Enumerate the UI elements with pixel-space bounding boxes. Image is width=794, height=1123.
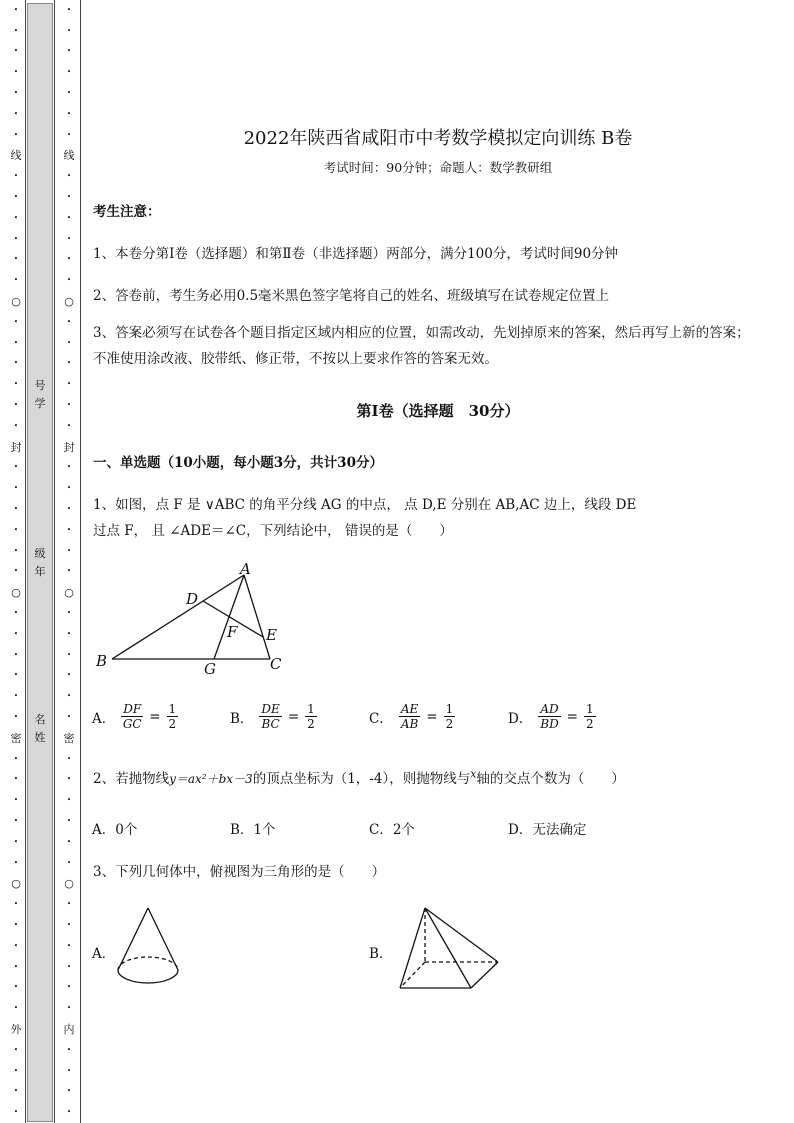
margin-mark: 线: [10, 149, 22, 163]
margin-dot: [67, 416, 71, 437]
part-title: 一、单选题（10小题，每小题3分，共计30分）: [93, 455, 383, 471]
label-b: B: [96, 652, 108, 670]
margin-dot: [14, 562, 18, 583]
binding-margin-right: [60, 0, 78, 1123]
margin-dot: [67, 1061, 71, 1082]
margin-mark: ○: [64, 295, 74, 309]
margin-dot: [14, 998, 18, 1019]
question-1-line-1: 1、如图，点 F 是 ∨ABC 的角平分线 AG 的中点， 点 D,E 分别在 AB,AC 边上，线段 DE: [93, 497, 637, 513]
side-ac: [244, 575, 270, 659]
margin-dot: [14, 250, 18, 271]
q3-option-b[interactable]: B．: [369, 946, 393, 962]
margin-mark: 线: [63, 149, 75, 163]
margin-dot: [14, 520, 18, 541]
margin-mark: ○: [64, 586, 74, 600]
margin-dot: [67, 499, 71, 520]
equals-sign: =: [566, 708, 578, 725]
margin-mark: 外: [10, 1022, 22, 1036]
margin-dot: [14, 894, 18, 915]
margin-dot: [67, 187, 71, 208]
margin-dot: [14, 374, 18, 395]
q1-option-c[interactable]: [369, 702, 455, 731]
student-info-strip: [27, 3, 53, 1122]
notice-item-3: 3、答案必须写在试卷各个题目指定区域内相应的位置，如需改动，先划掉原来的答案，然后再写上新的答案；不准使用涂改液、胶带纸、修正带，不按以上要求作答的答案无效。: [93, 325, 750, 367]
margin-dot: [67, 520, 71, 541]
frac-denominator: 2: [445, 717, 454, 731]
margin-dot: [67, 478, 71, 499]
margin-dot: [14, 42, 18, 63]
margin-dot: [14, 666, 18, 687]
margin-dot: [14, 416, 18, 437]
margin-mark: 封: [63, 440, 75, 454]
margin-dot: [67, 936, 71, 957]
q2-post: 轴的交点个数为（ ）: [476, 771, 625, 787]
margin-dot: [67, 603, 71, 624]
margin-dot: [67, 915, 71, 936]
margin-dot: [67, 1102, 71, 1123]
margin-dot: [67, 1040, 71, 1061]
margin-dot: [67, 957, 71, 978]
equals-sign: =: [149, 708, 161, 725]
strip-label-hao: 号: [34, 379, 46, 392]
margin-dot: [14, 541, 18, 562]
margin-dot: [67, 125, 71, 146]
notice-item-2: 2、答卷前，考生务必用0.5毫米黑色签字笔将自己的姓名、班级填写在试卷规定位置上: [93, 288, 610, 304]
margin-dot: [14, 0, 18, 21]
margin-dot: [14, 811, 18, 832]
margin-dot: [67, 1081, 71, 1102]
margin-dot: [14, 21, 18, 42]
q1-option-b[interactable]: [230, 702, 317, 731]
margin-dot: [14, 686, 18, 707]
frac-denominator: BC: [261, 717, 280, 731]
notice-item-1: 1、本卷分第I卷（选择题）和第Ⅱ卷（非选择题）两部分，满分100分，考试时间90分钟: [93, 246, 619, 262]
strip-label-nian: 年: [34, 565, 46, 578]
q2-option-b[interactable]: B．1个: [230, 822, 276, 838]
margin-dot: [67, 62, 71, 83]
margin-dot: [67, 686, 71, 707]
pyramid-figure: [392, 902, 506, 994]
margin-dot: [14, 790, 18, 811]
q2-option-c[interactable]: C．2个: [369, 822, 415, 838]
margin-rule: [80, 0, 81, 1123]
option-letter: D．: [508, 710, 533, 727]
margin-mark: ○: [11, 586, 21, 600]
margin-dot: [14, 1061, 18, 1082]
equals-sign: =: [287, 708, 300, 725]
margin-dot: [67, 374, 71, 395]
margin-dot: [67, 832, 71, 853]
strip-label-ming: 名: [34, 713, 46, 726]
margin-dot: [67, 769, 71, 790]
margin-dot: [14, 312, 18, 333]
margin-dot: [67, 21, 71, 42]
margin-mark: ○: [11, 295, 21, 309]
margin-dot: [14, 270, 18, 291]
cone-figure: [112, 904, 184, 994]
margin-dot: [67, 395, 71, 416]
margin-mark: 内: [63, 1022, 75, 1036]
margin-dot: [67, 0, 71, 21]
margin-dot: [67, 790, 71, 811]
margin-dot: [14, 499, 18, 520]
margin-dot: [14, 333, 18, 354]
margin-dot: [14, 229, 18, 250]
label-g: G: [204, 660, 216, 678]
question-3: 3、下列几何体中，俯视图为三角形的是（ ）: [93, 864, 386, 880]
strip-label-xue: 学: [34, 397, 46, 410]
frac-numerator: AE: [400, 702, 419, 716]
margin-dot: [14, 187, 18, 208]
q1-option-d[interactable]: [508, 702, 596, 731]
margin-dot: [67, 624, 71, 645]
margin-dot: [67, 354, 71, 375]
option-letter: A．: [92, 710, 116, 727]
margin-dot: [14, 62, 18, 83]
margin-dot: [67, 645, 71, 666]
margin-dot: [14, 166, 18, 187]
q2-mid: 的顶点坐标为（1，-4），则抛物线与: [252, 771, 471, 787]
margin-mark: ○: [64, 877, 74, 891]
margin-dot: [67, 229, 71, 250]
margin-dot: [14, 769, 18, 790]
notice-heading: 考生注意：: [93, 204, 161, 220]
margin-dot: [14, 603, 18, 624]
frac-denominator: GC: [122, 717, 142, 731]
frac-numerator: AD: [540, 702, 559, 716]
margin-dot: [14, 624, 18, 645]
triangle-figure: [92, 560, 292, 680]
margin-dot: [14, 832, 18, 853]
q3-option-a[interactable]: A．: [92, 946, 116, 962]
margin-dot: [67, 83, 71, 104]
label-f: F: [227, 623, 238, 641]
margin-dot: [14, 645, 18, 666]
strip-label-ji: 级: [34, 547, 46, 560]
margin-dot: [67, 250, 71, 271]
frac-numerator: DE: [261, 702, 280, 716]
margin-dot: [14, 458, 18, 479]
q2-pre: 2、若抛物线: [93, 771, 170, 787]
label-e: E: [266, 626, 277, 644]
margin-mark: 封: [10, 440, 22, 454]
margin-dot: [67, 811, 71, 832]
q2-axis: x: [470, 767, 477, 781]
binding-margin-left: [7, 0, 25, 1123]
margin-dot: [14, 977, 18, 998]
exam-title: 2022年陕西省咸阳市中考数学模拟定向训练 B卷: [243, 128, 633, 149]
question-2: [93, 767, 625, 787]
margin-dot: [14, 478, 18, 499]
margin-dot: [67, 998, 71, 1019]
margin-dot: [67, 458, 71, 479]
side-ab: [112, 575, 244, 659]
margin-dot: [67, 853, 71, 874]
margin-dot: [67, 562, 71, 583]
frac-numerator: 1: [585, 702, 594, 716]
margin-dot: [14, 104, 18, 125]
margin-dot: [67, 894, 71, 915]
margin-mark: ○: [11, 877, 21, 891]
margin-dot: [14, 208, 18, 229]
q1-option-a[interactable]: [92, 702, 178, 731]
frac-denominator: AB: [400, 717, 419, 731]
margin-dot: [67, 977, 71, 998]
margin-dot: [14, 1102, 18, 1123]
label-a: A: [240, 560, 251, 578]
margin-dot: [67, 666, 71, 687]
frac-numerator: DF: [123, 702, 142, 716]
frac-denominator: BD: [540, 717, 559, 731]
margin-dot: [67, 333, 71, 354]
label-c: C: [270, 655, 282, 673]
exam-subtitle: 考试时间：90分钟；命题人：数学教研组: [323, 160, 553, 175]
margin-dot: [67, 270, 71, 291]
frac-numerator: 1: [168, 702, 177, 716]
margin-dot: [67, 104, 71, 125]
question-1-line-2: 过点 F， 且 ∠ADE＝∠C，下列结论中， 错误的是（ ）: [93, 523, 453, 539]
frac-numerator: 1: [307, 702, 315, 716]
margin-mark: 密: [10, 731, 22, 745]
label-d: D: [186, 590, 199, 608]
margin-dot: [67, 42, 71, 63]
margin-dot: [14, 1040, 18, 1061]
margin-dot: [14, 915, 18, 936]
margin-dot: [14, 957, 18, 978]
margin-rule: [54, 0, 55, 1123]
q2-formula: y＝ax²＋bx－3: [169, 772, 253, 786]
option-letter: C．: [369, 710, 393, 727]
frac-denominator: 2: [168, 717, 177, 731]
margin-dot: [14, 354, 18, 375]
margin-dot: [14, 853, 18, 874]
margin-rule: [25, 0, 26, 1123]
option-letter: B．: [230, 710, 254, 727]
margin-dot: [14, 395, 18, 416]
margin-dot: [67, 707, 71, 728]
margin-dot: [14, 83, 18, 104]
margin-dot: [67, 749, 71, 770]
margin-dot: [14, 936, 18, 957]
margin-dot: [14, 125, 18, 146]
frac-denominator: 2: [307, 717, 315, 731]
margin-dot: [67, 541, 71, 562]
margin-dot: [67, 208, 71, 229]
q2-option-d[interactable]: D．无法确定: [508, 822, 587, 838]
margin-dot: [67, 312, 71, 333]
margin-dot: [67, 166, 71, 187]
margin-dot: [14, 707, 18, 728]
q2-option-a[interactable]: A．0个: [92, 822, 138, 838]
margin-dot: [14, 749, 18, 770]
section-title: 第I卷（选择题 30分）: [356, 402, 520, 420]
margin-mark: 密: [63, 731, 75, 745]
frac-numerator: 1: [445, 702, 454, 716]
strip-label-xing: 姓: [34, 731, 46, 744]
equals-sign: =: [426, 708, 438, 725]
margin-dot: [14, 1081, 18, 1102]
frac-denominator: 2: [585, 717, 594, 731]
